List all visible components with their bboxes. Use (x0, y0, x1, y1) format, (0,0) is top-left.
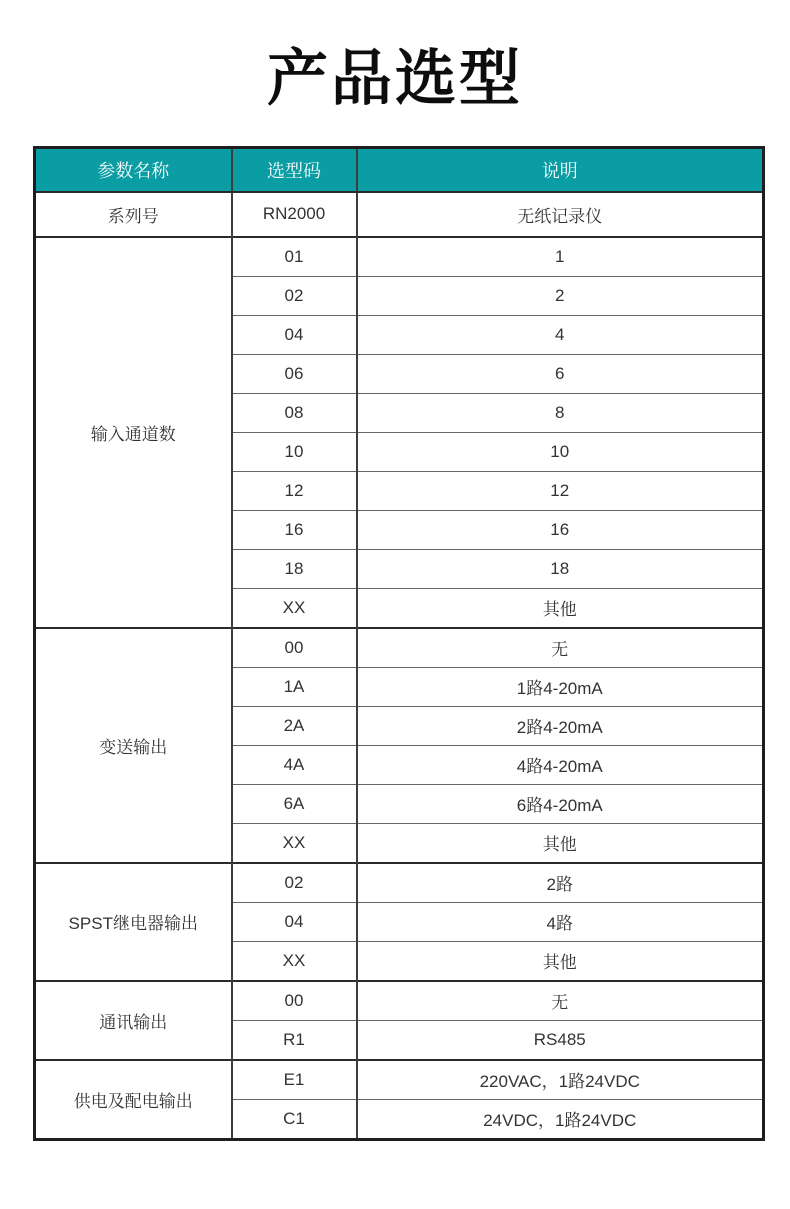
selection-code-cell: 4A (232, 745, 357, 784)
description-cell: 1路4-20mA (357, 667, 764, 706)
description-cell: 无纸记录仪 (357, 192, 764, 237)
description-cell: 4路 (357, 902, 764, 941)
table-row (35, 237, 764, 277)
table-header-row (35, 148, 764, 192)
header-selection-code: 选型码 (232, 148, 357, 192)
description-cell: 10 (357, 432, 764, 471)
selection-code-cell: E1 (232, 1060, 357, 1100)
parameter-name-cell: SPST继电器输出 (35, 863, 232, 981)
description-cell: 1 (357, 237, 764, 277)
table-row (35, 192, 764, 237)
table-row (35, 1060, 764, 1100)
description-cell: 18 (357, 549, 764, 588)
parameter-name-cell: 输入通道数 (35, 237, 232, 628)
selection-code-cell: XX (232, 823, 357, 863)
header-description: 说明 (357, 148, 764, 192)
selection-code-cell: 02 (232, 276, 357, 315)
table-row (35, 863, 764, 903)
description-cell: 4路4-20mA (357, 745, 764, 784)
table-row (35, 628, 764, 668)
header-parameter-name: 参数名称 (35, 148, 232, 192)
selection-code-cell: 1A (232, 667, 357, 706)
table-body (35, 192, 764, 1140)
selection-code-cell: 04 (232, 902, 357, 941)
description-cell: 4 (357, 315, 764, 354)
selection-code-cell: 6A (232, 784, 357, 823)
selection-code-cell: 04 (232, 315, 357, 354)
description-cell: 无 (357, 628, 764, 668)
description-cell: 12 (357, 471, 764, 510)
selection-code-cell: 16 (232, 510, 357, 549)
selection-code-cell: 10 (232, 432, 357, 471)
selection-code-cell: RN2000 (232, 192, 357, 237)
selection-code-cell: 01 (232, 237, 357, 277)
selection-code-cell: 00 (232, 628, 357, 668)
parameter-name-cell: 通讯输出 (35, 981, 232, 1060)
product-selection-table (33, 146, 765, 1141)
description-cell: 其他 (357, 941, 764, 981)
selection-code-cell: XX (232, 941, 357, 981)
selection-code-cell: 18 (232, 549, 357, 588)
page-title: 产品选型 (266, 44, 523, 112)
description-cell: 2路4-20mA (357, 706, 764, 745)
description-cell: 220VAC，1路24VDC (357, 1060, 764, 1100)
description-cell: 2 (357, 276, 764, 315)
description-cell: 无 (357, 981, 764, 1021)
selection-code-cell: 02 (232, 863, 357, 903)
description-cell: RS485 (357, 1020, 764, 1060)
selection-code-cell: R1 (232, 1020, 357, 1060)
selection-code-cell: 2A (232, 706, 357, 745)
selection-code-cell: XX (232, 588, 357, 628)
description-cell: 8 (357, 393, 764, 432)
description-cell: 2路 (357, 863, 764, 903)
description-cell: 16 (357, 510, 764, 549)
parameter-name-cell: 系列号 (35, 192, 232, 237)
selection-code-cell: 00 (232, 981, 357, 1021)
description-cell: 24VDC，1路24VDC (357, 1099, 764, 1139)
selection-code-cell: 08 (232, 393, 357, 432)
selection-code-cell: C1 (232, 1099, 357, 1139)
selection-code-cell: 12 (232, 471, 357, 510)
description-cell: 其他 (357, 823, 764, 863)
description-cell: 6路4-20mA (357, 784, 764, 823)
description-cell: 6 (357, 354, 764, 393)
selection-code-cell: 06 (232, 354, 357, 393)
table-row (35, 981, 764, 1021)
parameter-name-cell: 供电及配电输出 (35, 1060, 232, 1140)
parameter-name-cell: 变送输出 (35, 628, 232, 863)
description-cell: 其他 (357, 588, 764, 628)
